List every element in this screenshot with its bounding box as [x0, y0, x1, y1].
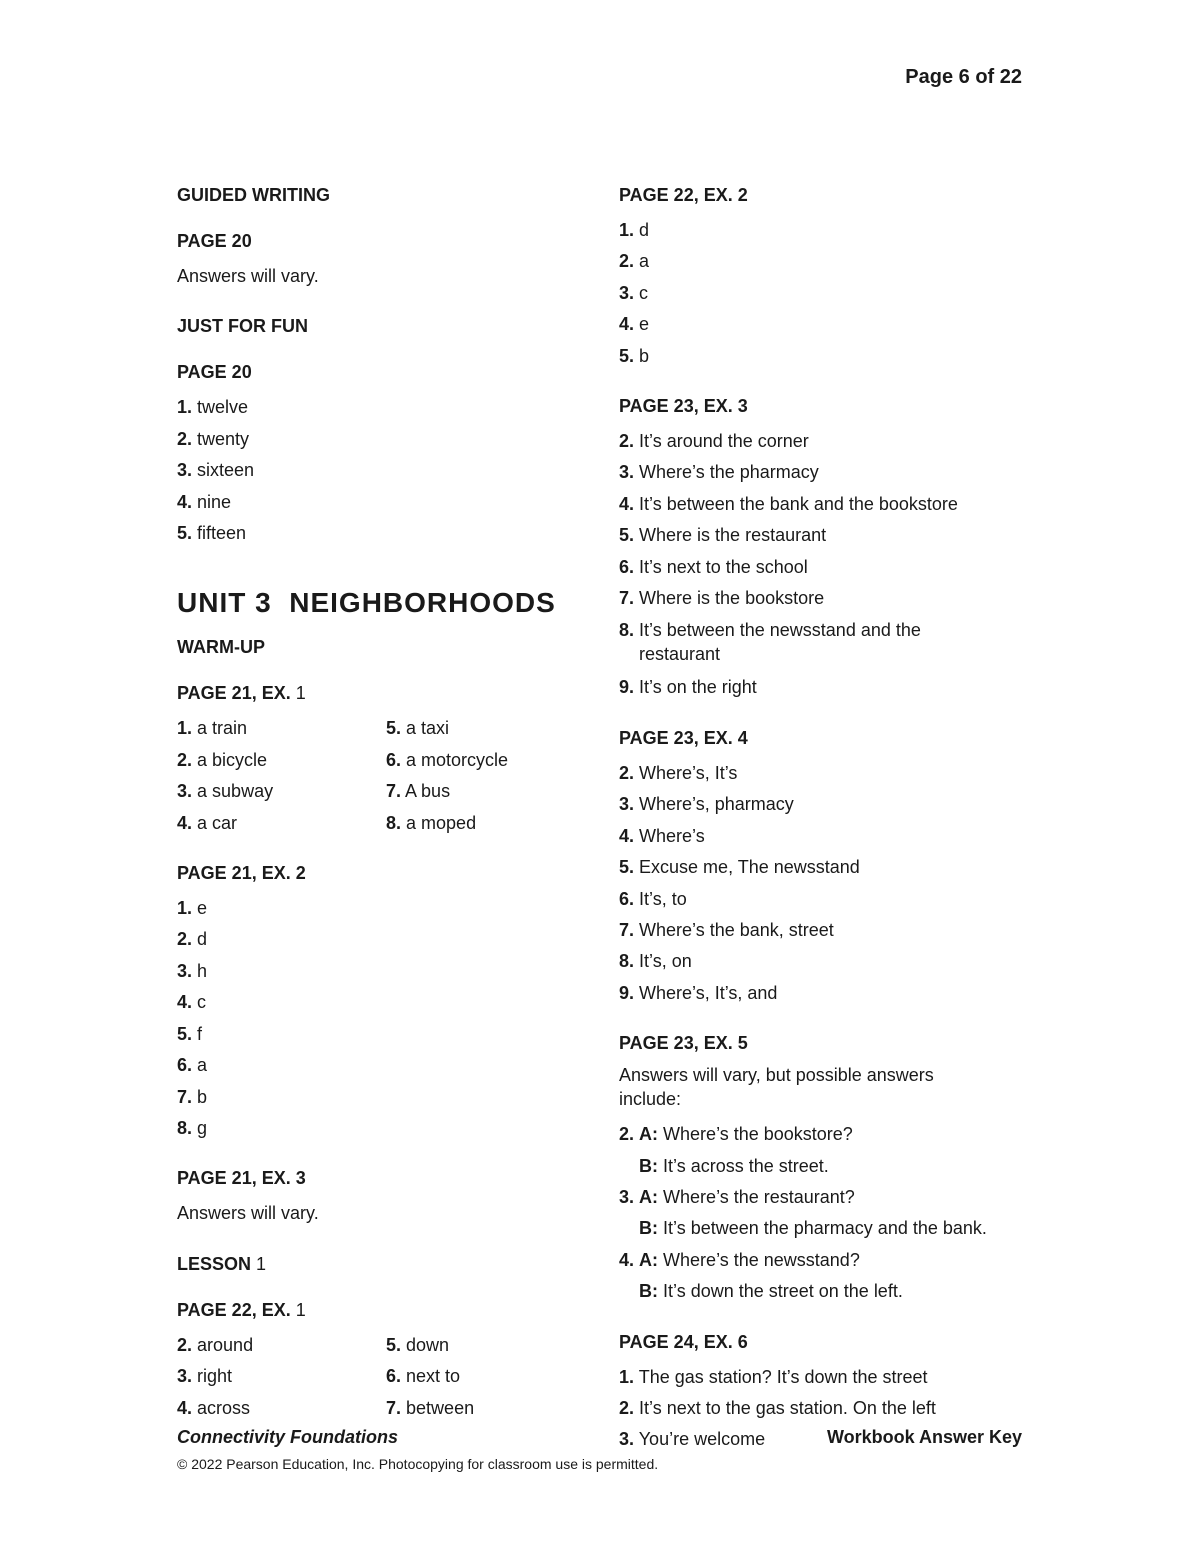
copyright-notice: © 2022 Pearson Education, Inc. Photocopying for classroom use is permitted. [177, 1456, 659, 1472]
list-item: 2. It’s around the corner [619, 431, 809, 452]
section-heading: JUST FOR FUN [177, 316, 309, 337]
footer-doc-title: Workbook Answer Key [826, 1427, 1022, 1447]
section-heading: WARM-UP [177, 637, 265, 658]
list-item: 9. Where’s, It’s, and [619, 982, 778, 1003]
list-item: 7. b [177, 1086, 208, 1107]
list-item: 2. d [177, 929, 208, 950]
list-item: 6. It’s next to the school [619, 556, 808, 577]
list-item: 4. nine [177, 491, 232, 512]
list-item: 2. a [619, 251, 650, 272]
section-heading: LESSON 1 [177, 1253, 267, 1274]
exercise-heading: PAGE 23, EX. 4 [619, 727, 748, 748]
exercise-heading: PAGE 21, EX. 3 [177, 1168, 306, 1189]
list-item: 1. e [177, 898, 208, 919]
list-item: 7. A bus [386, 781, 451, 802]
answer-intro: Answers will vary, but possible answers include: [619, 1065, 934, 1110]
list-item: 3. You’re welcome [619, 1429, 766, 1450]
list-item: 5. f [177, 1023, 203, 1044]
list-item: 5. down [386, 1334, 450, 1355]
exercise-heading: PAGE 22, EX. 2 [619, 185, 748, 205]
list-item: 5. Excuse me, The newsstand [619, 857, 860, 878]
exercise-heading: PAGE 22, EX. 1 [177, 1299, 306, 1320]
list-item: 4. e [619, 314, 650, 335]
footer-book-title: Connectivity Foundations [177, 1427, 399, 1447]
list-item: 2. a bicycle [177, 749, 268, 770]
dialog-line-b: B: It’s across the street. [639, 1155, 829, 1176]
list-item: 4. a car [177, 812, 238, 833]
list-item: 3. c [619, 282, 649, 303]
left-column [177, 183, 577, 1424]
list-item: 5. fifteen [177, 523, 247, 544]
exercise-heading: PAGE 23, EX. 5 [619, 1033, 748, 1054]
answer-text: Answers will vary. [177, 266, 319, 286]
answer-list [619, 758, 1029, 1009]
answer-list [177, 392, 577, 549]
list-item: 1. a train [177, 718, 248, 739]
list-item: 5. Where is the restaurant [619, 525, 827, 546]
answer-list [619, 215, 1029, 372]
list-item: 8. a moped [386, 812, 477, 833]
list-item: 2. It’s next to the gas station. On the left [619, 1397, 936, 1418]
list-item: 3. h [177, 960, 208, 981]
list-item: 2. Where’s, It’s [619, 762, 738, 783]
list-item: 8. It’s between the newsstand and the restaurant [619, 620, 921, 665]
list-item: 1. twelve [177, 397, 249, 418]
list-item: 8. It’s, on [619, 951, 692, 972]
dialog-line-b: B: It’s down the street on the left. [639, 1281, 903, 1302]
list-item: 4. It’s between the bank and the bookstore [619, 493, 958, 514]
list-item: 1. d [619, 220, 650, 240]
dialog-list [619, 1119, 1029, 1307]
exercise-heading: PAGE 20 [177, 362, 252, 383]
dialog-line-a: 4. A: Where’s the newsstand? [619, 1249, 860, 1270]
list-item: 6. next to [386, 1366, 461, 1387]
section-heading: GUIDED WRITING [177, 185, 330, 205]
list-item: 3. Where’s, pharmacy [619, 794, 794, 815]
list-item: 3. a subway [177, 781, 274, 802]
exercise-heading: PAGE 21, EX. 2 [177, 863, 306, 884]
dialog-line-a: 2. A: Where’s the bookstore? [619, 1124, 853, 1145]
answer-list [619, 426, 1029, 704]
list-item: 6. a [177, 1055, 208, 1076]
unit-title: UNIT 3 NEIGHBORHOODS [177, 587, 556, 619]
list-item: 5. b [619, 345, 650, 366]
dialog-line-a: 3. A: Where’s the restaurant? [619, 1186, 855, 1207]
list-item: 8. g [177, 1117, 208, 1138]
page-number: Page 6 of 22 [905, 66, 1022, 88]
answer-list [177, 893, 577, 1144]
list-item: 6. a motorcycle [386, 749, 509, 770]
list-item: 4. Where’s [619, 825, 705, 846]
list-item: 3. right [177, 1366, 233, 1387]
list-item: 9. It’s on the right [619, 677, 757, 698]
exercise-heading: PAGE 21, EX. 1 [177, 683, 306, 704]
list-item: 1. The gas station? It’s down the street [619, 1366, 928, 1387]
list-item: 3. Where’s the pharmacy [619, 462, 819, 483]
list-item: 7. Where’s the bank, street [619, 919, 834, 940]
dialog-line-b: B: It’s between the pharmacy and the bank. [639, 1218, 987, 1239]
list-item: 7. between [386, 1397, 475, 1418]
list-item: 7. Where is the bookstore [619, 588, 825, 609]
exercise-heading: PAGE 24, EX. 6 [619, 1331, 748, 1352]
list-item: 2. twenty [177, 428, 250, 449]
right-column [619, 183, 1029, 1456]
list-item: 4. across [177, 1397, 251, 1418]
exercise-heading: PAGE 23, EX. 3 [619, 396, 748, 417]
answer-text: Answers will vary. [177, 1203, 319, 1224]
list-item: 4. c [177, 992, 207, 1013]
answer-grid [177, 713, 577, 839]
exercise-heading: PAGE 20 [177, 231, 252, 251]
list-item: 2. around [177, 1334, 254, 1355]
list-item: 3. sixteen [177, 460, 255, 481]
list-item: 5. a taxi [386, 718, 450, 739]
answer-grid [177, 1330, 577, 1424]
list-item: 6. It’s, to [619, 888, 687, 909]
